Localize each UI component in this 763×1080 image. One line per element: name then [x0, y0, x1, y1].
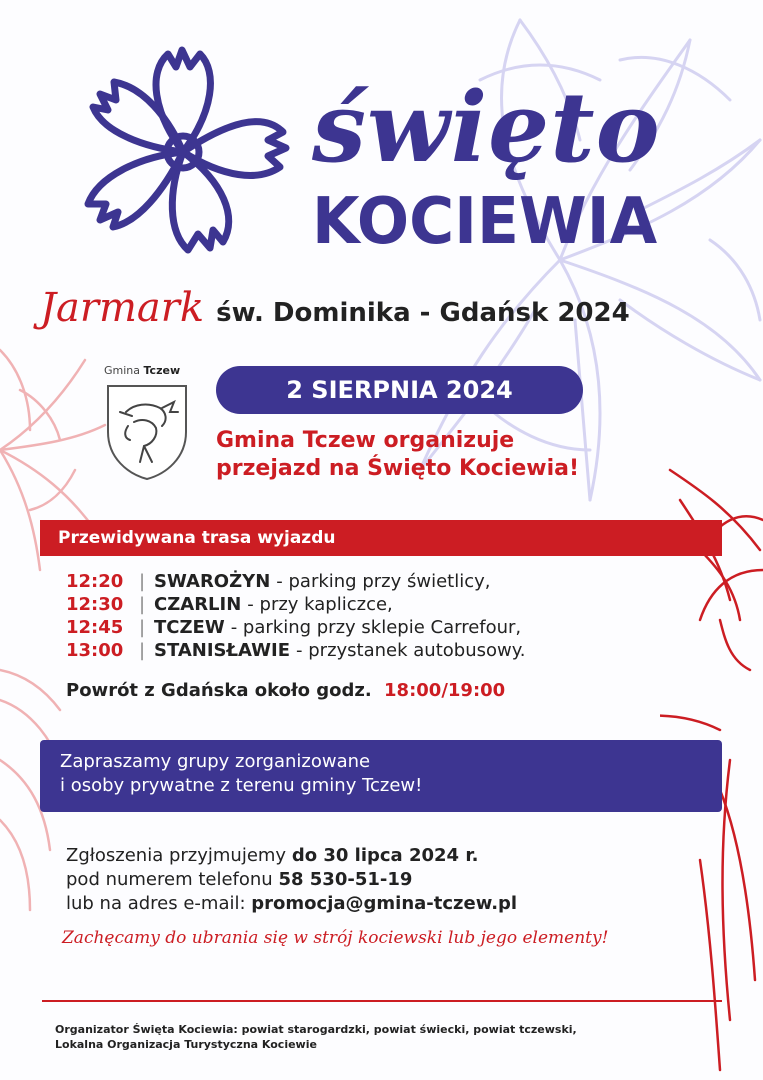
footer-line-2: Lokalna Organizacja Turystyczna Kociewie — [55, 1038, 317, 1051]
invite-line-2: i osoby prywatne z terenu gminy Tczew! — [60, 775, 423, 796]
contact-line-3-text: lub na adres e-mail: — [66, 893, 246, 914]
footer — [55, 1022, 577, 1052]
gmina-tczew-crest-icon — [104, 382, 190, 482]
organizer-line-2: przejazd na Święto Kociewia! — [216, 456, 580, 481]
contact-line-3 — [66, 892, 517, 916]
route-separator: | — [138, 571, 146, 592]
contact-deadline: do 30 lipca 2024 r. — [291, 845, 479, 866]
route-separator: | — [138, 594, 146, 615]
route-time: 13:00 — [66, 640, 124, 661]
invite-line-1: Zapraszamy grupy zorganizowane — [60, 751, 371, 772]
route-time: 12:45 — [66, 617, 124, 638]
invite-box — [40, 740, 722, 812]
route-place: TCZEW — [154, 617, 225, 638]
subtitle — [40, 285, 630, 331]
route-stop — [66, 616, 526, 639]
contact-line-2-text: pod numerem telefonu — [66, 869, 273, 890]
contact-line-1-text: Zgłoszenia przyjmujemy — [66, 845, 287, 866]
cornflower-logo-icon — [58, 42, 308, 262]
gmina-name: Tczew — [143, 364, 181, 377]
subtitle-text: św. Dominika - Gdańsk 2024 — [216, 298, 630, 328]
route-separator: | — [138, 640, 146, 661]
return-label: Powrót z Gdańska około godz. — [66, 680, 372, 701]
route-description: - parking przy sklepie Carrefour, — [230, 617, 522, 638]
route-separator: | — [138, 617, 146, 638]
route-stop — [66, 593, 526, 616]
contact-phone: 58 530-51-19 — [278, 869, 413, 890]
footer-divider — [42, 1000, 722, 1002]
route-place: CZARLIN — [154, 594, 242, 615]
contact-line-1 — [66, 844, 517, 868]
date-pill: 2 SIERPNIA 2024 — [216, 366, 583, 414]
route-place: STANISŁAWIE — [154, 640, 291, 661]
route-description: - przy kapliczce, — [247, 594, 393, 615]
route-header: Przewidywana trasa wyjazdu — [40, 520, 722, 556]
title-script: święto — [312, 71, 661, 184]
route-place: SWAROŻYN — [154, 571, 271, 592]
route-description: - przystanek autobusowy. — [296, 640, 526, 661]
organizer-line-1: Gmina Tczew organizuje — [216, 428, 515, 453]
title-block: KOCIEWIA — [312, 185, 658, 259]
route-time: 12:30 — [66, 594, 124, 615]
footer-line-1: Organizator Święta Kociewia: powiat starogardzki, powiat świecki, powiat tczewski, — [55, 1023, 577, 1036]
return-line — [66, 680, 505, 701]
return-time: 18:00/19:00 — [384, 680, 506, 701]
route-list — [66, 570, 526, 662]
route-description: - parking przy świetlicy, — [276, 571, 491, 592]
contact-email: promocja@gmina-tczew.pl — [251, 893, 518, 914]
route-time: 12:20 — [66, 571, 124, 592]
route-stop — [66, 639, 526, 662]
gmina-label — [104, 364, 180, 377]
encourage-text: Zachęcamy do ubrania się w strój kociewski lub jego elementy! — [62, 928, 609, 948]
subtitle-script: Jarmark — [40, 285, 205, 331]
route-stop — [66, 570, 526, 593]
contact-block — [66, 844, 517, 916]
gmina-prefix: Gmina — [104, 364, 141, 377]
contact-line-2 — [66, 868, 517, 892]
